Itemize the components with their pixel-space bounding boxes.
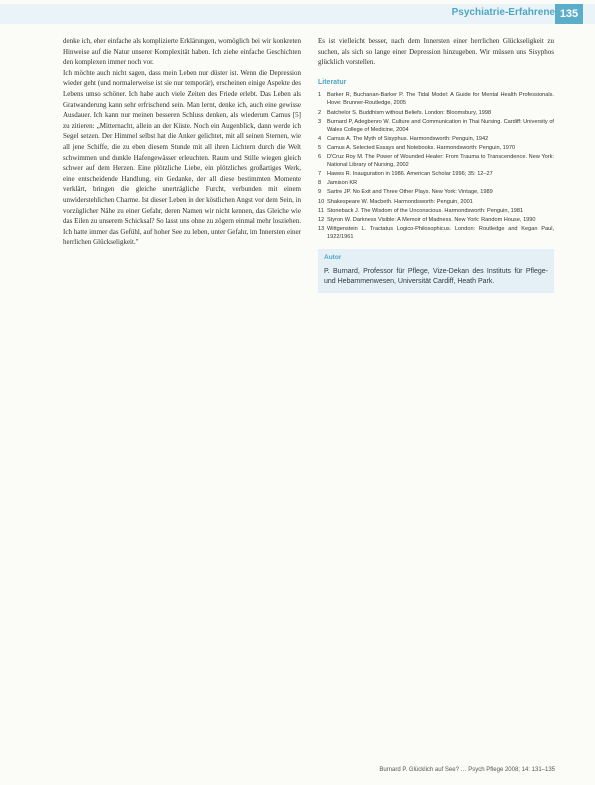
reference-number: 4 [318, 135, 322, 142]
left-column [63, 36, 301, 248]
author-box [318, 249, 554, 293]
reference-item [318, 207, 554, 215]
body-paragraph: Ich möchte auch nicht sagen, dass mein Leben nur düster ist. Wenn die Depression wieder geht (und normalerweise ist sie nur temporär), erscheinen einige Aspekte des Lebens umso schöner. Ich habe auch viele Zeiten des Friede erlebt. Das Leben als Gratwanderung kann sehr erfrischend sein. Man lernt, denke ich, auch eine gewisse Ausdauer. Ich kann nur meinen besseren Schluss denken, als wiederum Camus [5] zu zitieren: „Mitternacht, allein an der Küste. Noch ein Augenblick, dann werde ich Segel setzen. Der Himmel selbst hat die Anker gelichtet, mit all seinen Sternen, wie all jene Schiffe, die zu eben diesem Stunde mit all ihren Lichtern durch die Welt schwimmen und dunkle Hafengewässer erleuchten. Raum und Stille wiegen gleich schwer auf dem Herzen. Eine plötzliche Liebe, ein plötzliches großartiges Werk, eine entscheidende Handlung, ein Gedanke, der all diese bestimmten Momente verklärt, bringen die gleiche unerträgliche Furcht, verbunden mit einem unwiderstehlichen Charme. Ist dieser Leben in der köstlichen Angst vor dem Sein, in vorzüglicher Nähe zu einer Gefahr, deren Namen wir nicht kennen, das Gleiche wie das Eilen zu unserem Schicksal? So lasst uns ohne zu zögern einmal mehr losziehen. Ich hatte immer das Gefühl, auf hoher See zu leben, unter Gefahr, im Innersten einer herrlichen Glückseligkeit." [63, 68, 301, 247]
reference-list [318, 91, 554, 241]
reference-number: 1 [318, 92, 322, 99]
reference-text: Camus A. Selected Essays and Notebooks. Harmondsworth: Penguin, 1970 [327, 144, 516, 151]
reference-text: Sartre JP. No Exit and Three Other Plays. New York: Vintage, 1989 [327, 189, 493, 196]
reference-number: 5 [318, 144, 322, 151]
reference-number: 3 [318, 118, 322, 125]
reference-number: 6 [318, 154, 322, 161]
reference-number: 10 [318, 198, 325, 205]
footer-citation: Burnard P. Glücklich auf See? … Psych Pflege 2008; 14: 131–135 [379, 767, 555, 773]
reference-text: Jamison KR [327, 180, 358, 187]
literature-heading: Literatur [318, 78, 347, 86]
author-box-label: Autor [324, 253, 342, 261]
reference-item [318, 135, 554, 143]
reference-item [318, 179, 554, 187]
reference-item [318, 118, 554, 134]
reference-item [318, 109, 554, 117]
right-column [318, 36, 554, 293]
body-paragraph: Es ist vielleicht besser, nach dem Innersten einer herrlichen Glückseligkeit zu suchen, als sich so lange einer Depression hinzugeben. Wir müssen uns Sisyphos glücklich vorstellen. [318, 37, 554, 67]
reference-text: Burnard P, Adegbenro W. Culture and Communication in Thai Nursing. Cardiff: University of Wales College of Medicine, 2004 [327, 118, 554, 133]
reference-item [318, 198, 554, 206]
reference-item [318, 225, 554, 241]
reference-number: 7 [318, 171, 322, 178]
reference-item [318, 188, 554, 196]
reference-item [318, 153, 554, 169]
section-title: Psychiatrie-Erfahrene [451, 7, 555, 18]
reference-text: Camus A. The Myth of Sisyphus. Harmondsworth: Penguin, 1942 [327, 135, 489, 142]
reference-number: 12 [318, 216, 325, 223]
reference-text: Stoneback J. The Wisdom of the Unconscious. Harmondsworth: Penguin, 1981 [327, 207, 524, 214]
reference-text: D'Cruz Roy M. The Power of Wounded Healer: From Trauma to Transcendence. New York: National Library of Nursing, 2002 [327, 154, 554, 169]
reference-text: Hawes R. Inauguration in 1986. American Scholar 1996; 35: 12–27 [327, 171, 493, 178]
reference-text: Styron W. Darkness Visible: A Memoir of Madness. New York: Random House, 1990 [327, 216, 536, 223]
reference-item [318, 170, 554, 178]
reference-text: Batchelor S. Buddhism without Beliefs. London: Bloomsbury, 1998 [327, 109, 492, 116]
body-paragraph: denke ich, eher einfache als komplizierte Erklärungen, womöglich bei wir konkreten Hinweise auf die Natur unserer Komplexität haben. Ich ziehe einfache Geschichten den komplexen immer noch vor. [63, 37, 301, 67]
reference-number: 8 [318, 180, 322, 187]
reference-number: 9 [318, 189, 322, 196]
reference-item [318, 91, 554, 107]
author-box-text: P. Burnard, Professor für Pflege, Vize-Dekan des Instituts für Pflege- und Hebammenwesen, Universität Cardiff, Heath Park. [324, 267, 548, 285]
reference-number: 11 [318, 207, 324, 214]
reference-number: 2 [318, 109, 322, 116]
reference-text: Barker R, Buchanan-Barker P. The Tidal Model: A Guide for Mental Health Professionals. Hove: Brunner-Routledge, 2005 [327, 92, 554, 107]
reference-item [318, 144, 554, 152]
reference-item [318, 216, 554, 224]
reference-text: Wittgenstein L. Tractatus Logico-Philosophicus. London: Routledge and Kegan Paul, 1922/1961 [327, 225, 554, 240]
reference-text: Shakespeare W. Macbeth. Harmondsworth: Penguin, 2001 [327, 198, 473, 205]
page-number: 135 [555, 4, 583, 24]
reference-number: 13 [318, 225, 325, 232]
